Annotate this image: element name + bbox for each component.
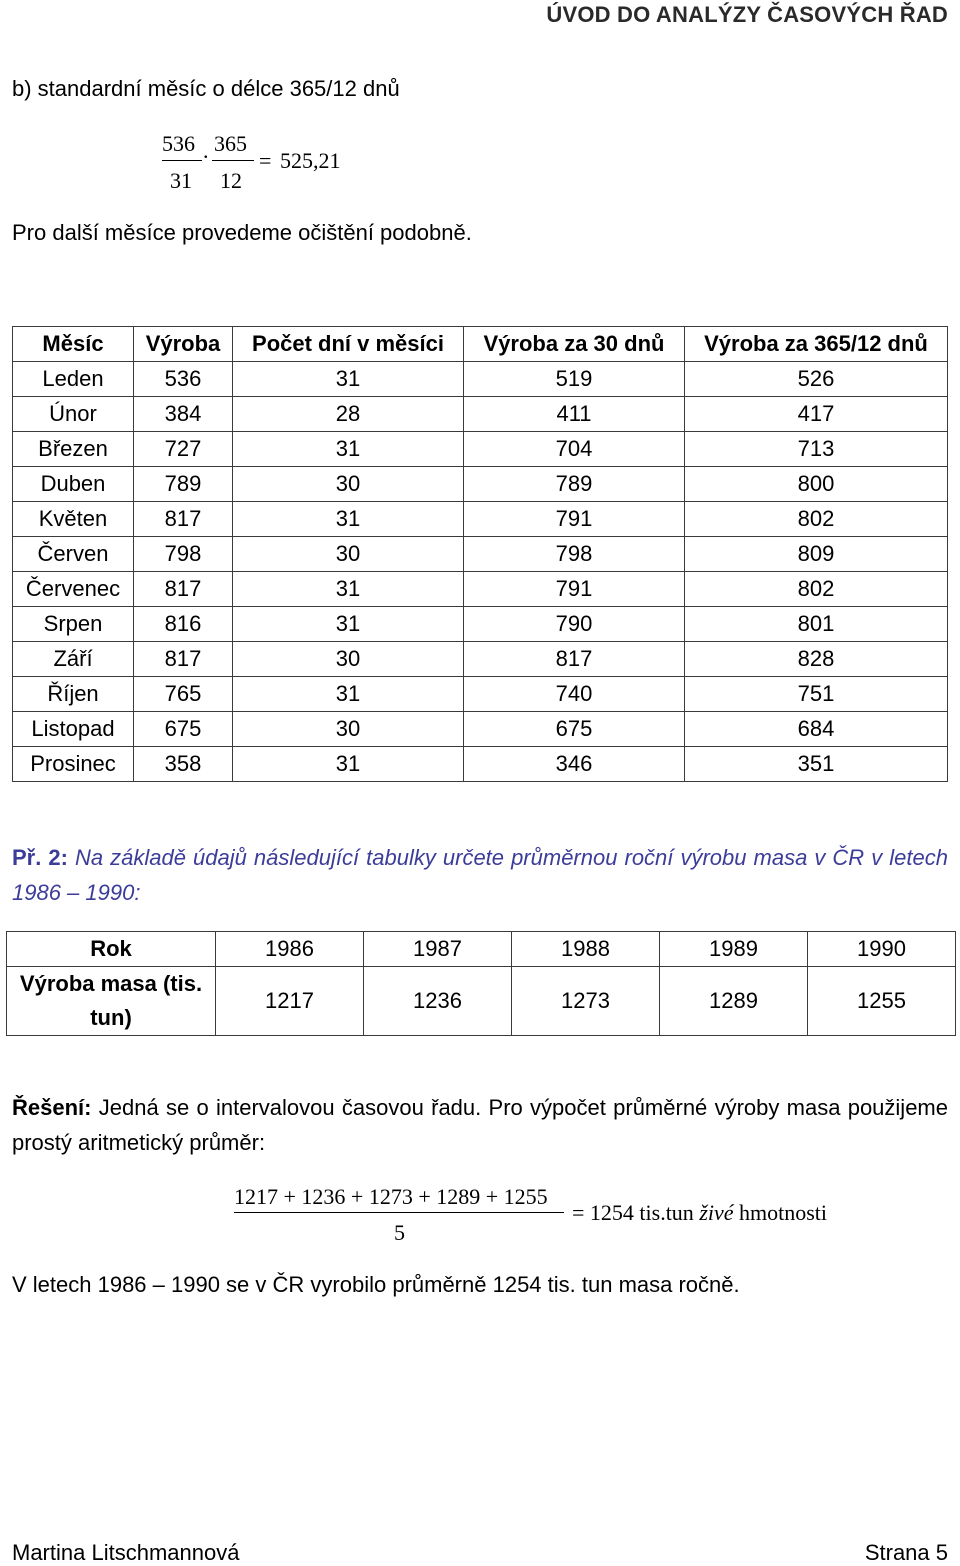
prod-30-cell: 740 [464,677,685,712]
production-cell: 816 [134,607,233,642]
days-cell: 31 [233,572,464,607]
days-cell: 30 [233,537,464,572]
days-cell: 30 [233,467,464,502]
value-cell: 1289 [660,967,808,1036]
prod-30-cell: 790 [464,607,685,642]
year-cell: 1986 [216,932,364,967]
prod-30-cell: 519 [464,362,685,397]
table-row [13,572,948,607]
prod-365-12-cell: 801 [685,607,948,642]
meat-production-table [6,931,956,1036]
month-cell: Březen [13,432,134,467]
equals-sign: = [259,148,272,173]
month-cell: Listopad [13,712,134,747]
table-row [13,712,948,747]
table-row [13,432,948,467]
prod-365-12-cell: 809 [685,537,948,572]
production-cell: 727 [134,432,233,467]
days-cell: 31 [233,502,464,537]
prod-365-12-cell: 526 [685,362,948,397]
item-b-text: b) standardní měsíc o délce 365/12 dnů [12,76,400,101]
prod-30-cell: 411 [464,397,685,432]
value-cell: 1236 [364,967,512,1036]
mean-formula [234,1180,874,1250]
days-cell: 31 [233,677,464,712]
mean-fraction-bar [234,1212,564,1213]
mean-numerator: 1217 + 1236 + 1273 + 1289 + 1255 [234,1184,548,1209]
prod-365-12-cell: 802 [685,572,948,607]
example-2-label: Př. 2: [12,845,68,870]
month-cell: Leden [13,362,134,397]
solution-label: Řešení: [12,1095,92,1120]
table-row [13,467,948,502]
days-cell: 28 [233,397,464,432]
next-months-text: Pro další měsíce provedeme očištění podobně. [12,220,472,245]
month-cell: Červen [13,537,134,572]
table-row [13,362,948,397]
production-cell: 358 [134,747,233,782]
production-cell: 817 [134,572,233,607]
value-cell: 1255 [808,967,956,1036]
row-header-year: Rok [7,932,216,967]
days-cell: 30 [233,712,464,747]
prod-30-cell: 704 [464,432,685,467]
month-cell: Únor [13,397,134,432]
footer-page-number: Strana 5 [864,1540,948,1565]
multiply-dot: . [203,138,209,163]
mean-denominator: 5 [394,1220,405,1245]
mean-result-italic: živé [699,1200,734,1225]
prod-30-cell: 346 [464,747,685,782]
table-header-row [13,327,948,362]
production-cell: 675 [134,712,233,747]
monthly-production-table [12,326,948,782]
month-cell: Srpen [13,607,134,642]
production-cell: 817 [134,502,233,537]
days-cell: 30 [233,642,464,677]
production-cell: 765 [134,677,233,712]
table-row [13,642,948,677]
col-header-days: Počet dní v měsíci [233,327,464,362]
prod-30-cell: 791 [464,572,685,607]
fraction-bar-2 [212,160,254,161]
row-header-production: Výroba masa (tis. tun) [7,967,216,1036]
days-cell: 31 [233,432,464,467]
table-row [13,677,948,712]
production-cell: 817 [134,642,233,677]
fraction-den-1: 31 [170,168,192,193]
value-cell: 1217 [216,967,364,1036]
solution-body: Jedná se o intervalovou časovou řadu. Pro výpočet průměrné výroby masa použijeme prostý aritmetický průměr: [12,1095,948,1155]
prod-365-12-cell: 800 [685,467,948,502]
table-row-years [7,932,956,967]
col-header-prod-30: Výroba za 30 dnů [464,327,685,362]
prod-365-12-cell: 417 [685,397,948,432]
col-header-production: Výroba [134,327,233,362]
prod-30-cell: 817 [464,642,685,677]
mean-result-prefix: = 1254 tis.tun [572,1200,700,1225]
example-2-text [12,840,948,910]
table-row [13,537,948,572]
prod-365-12-cell: 684 [685,712,948,747]
footer-author: Martina Litschmannová [12,1540,240,1565]
fraction-num-2: 365 [214,131,247,156]
fraction-num-1: 536 [162,131,195,156]
production-cell: 384 [134,397,233,432]
table-row [13,607,948,642]
year-cell: 1989 [660,932,808,967]
production-cell: 789 [134,467,233,502]
year-cell: 1990 [808,932,956,967]
prod-30-cell: 675 [464,712,685,747]
production-cell: 536 [134,362,233,397]
production-cell: 798 [134,537,233,572]
month-cell: Září [13,642,134,677]
prod-365-12-cell: 802 [685,502,948,537]
prod-365-12-cell: 751 [685,677,948,712]
header-title: ÚVOD DO ANALÝZY ČASOVÝCH ŘAD [546,2,948,27]
days-cell: 31 [233,607,464,642]
table-row-production [7,967,956,1036]
year-cell: 1988 [512,932,660,967]
fraction-bar-1 [162,160,202,161]
fraction-den-2: 12 [220,168,242,193]
table-row [13,747,948,782]
month-cell: Prosinec [13,747,134,782]
prod-365-12-cell: 351 [685,747,948,782]
fraction-result: 525,21 [280,148,341,173]
month-cell: Červenec [13,572,134,607]
table-row [13,502,948,537]
conclusion-text: V letech 1986 – 1990 se v ČR vyrobilo průměrně 1254 tis. tun masa ročně. [12,1272,740,1297]
month-cell: Květen [13,502,134,537]
month-cell: Duben [13,467,134,502]
fraction-standard-month [162,128,362,198]
prod-365-12-cell: 828 [685,642,948,677]
value-cell: 1273 [512,967,660,1036]
prod-30-cell: 789 [464,467,685,502]
prod-30-cell: 798 [464,537,685,572]
col-header-prod-365-12: Výroba za 365/12 dnů [685,327,948,362]
mean-result [572,1200,827,1226]
days-cell: 31 [233,362,464,397]
example-2-body: Na základě údajů následující tabulky určete průměrnou roční výrobu masa v ČR v letech 1986 – 1990: [12,845,948,905]
days-cell: 31 [233,747,464,782]
month-cell: Říjen [13,677,134,712]
table-row [13,397,948,432]
solution-text [12,1090,948,1160]
prod-30-cell: 791 [464,502,685,537]
mean-result-suffix: hmotnosti [733,1200,828,1225]
prod-365-12-cell: 713 [685,432,948,467]
col-header-month: Měsíc [13,327,134,362]
year-cell: 1987 [364,932,512,967]
